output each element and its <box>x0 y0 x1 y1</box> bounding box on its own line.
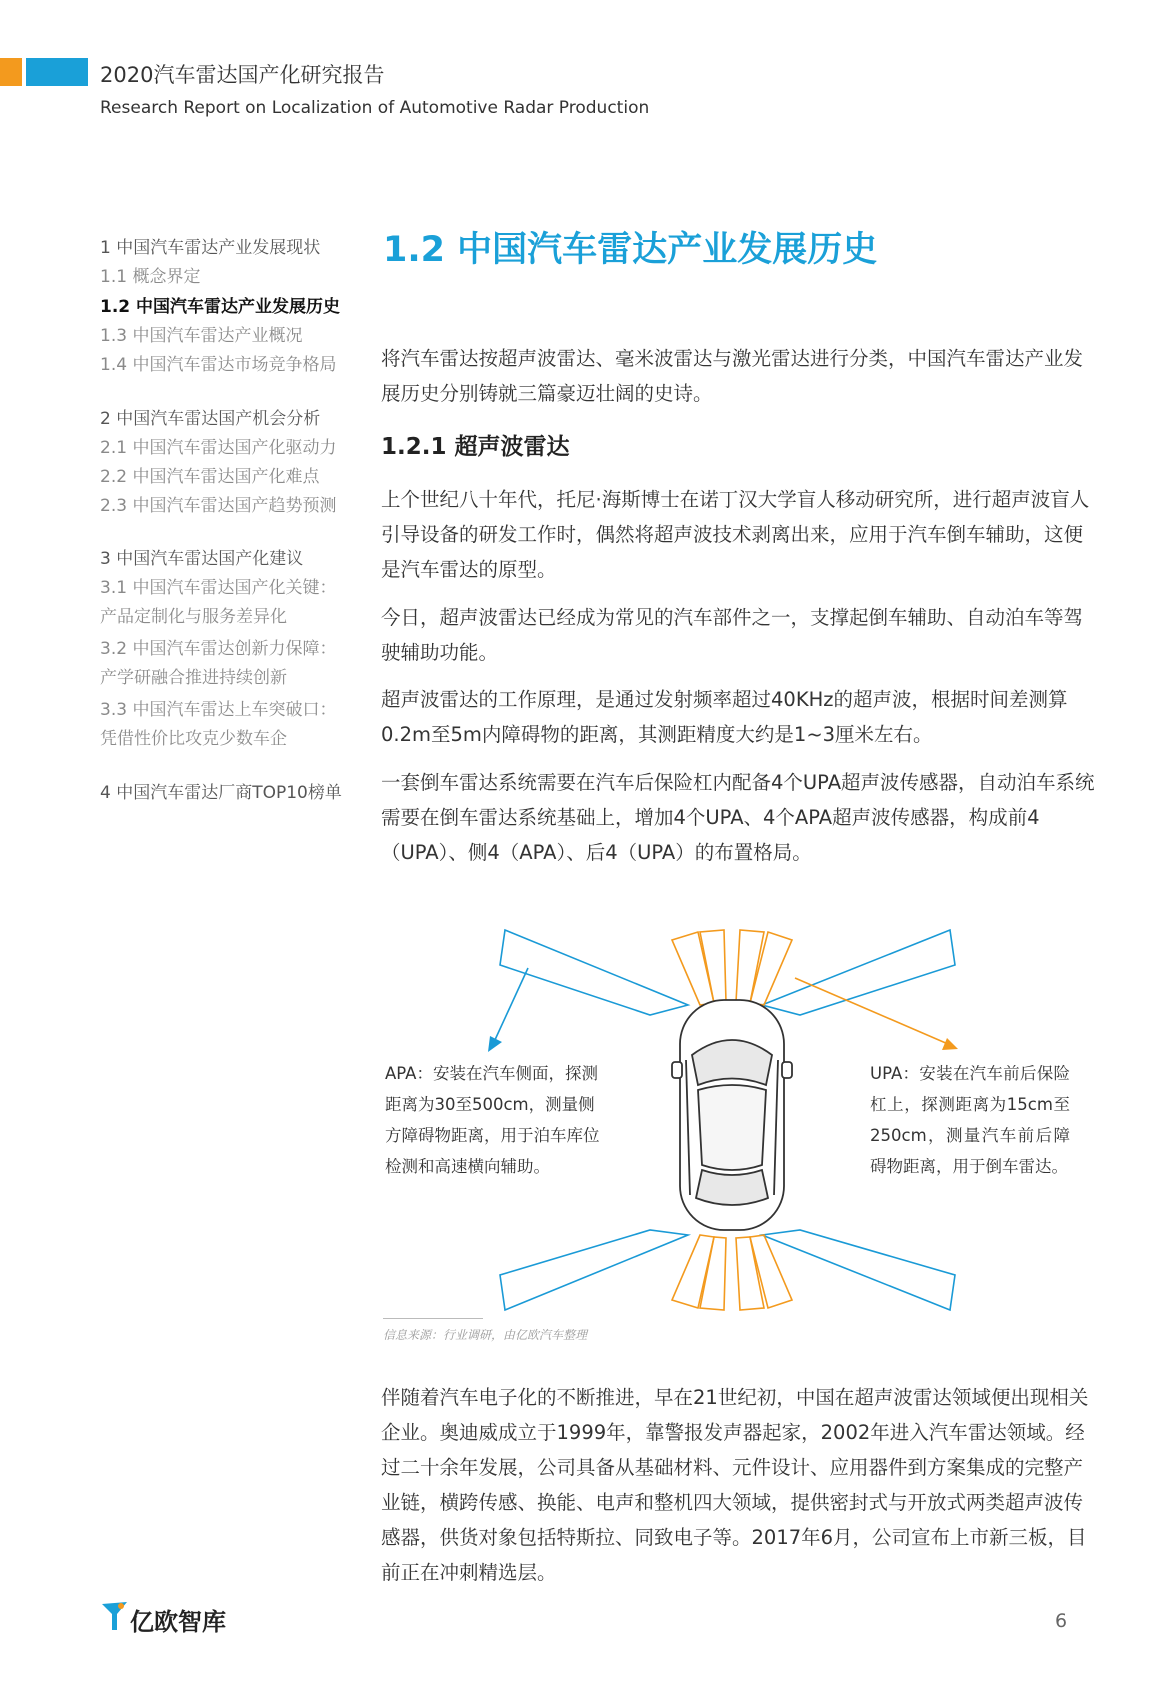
subsection-title: 1.2.1 超声波雷达 <box>381 434 570 460</box>
toc-item[interactable]: 产学研融合推进持续创新 <box>100 668 287 688</box>
closing-paragraph: 伴随着汽车电子化的不断推进，早在21世纪初，中国在超声波雷达领域便出现相关企业。奥迪威成立于1999年，靠警报发声器起家，2002年进入汽车雷达领域。经过二十余年发展，公司具备从基础材料、元件设计、应用器件到方案集成的完整产业链，横跨传感、换能、电声和整机四大领域，提供密封式与开放式两类超声波传感器，供货对象包括特斯拉、同致电子等。2017年6月，公司宣布上市新三板，目前正在冲刺精选层。 <box>381 1386 1089 1584</box>
body-paragraph: 上个世纪八十年代，托尼·海斯博士在诺丁汉大学盲人移动研究所，进行超声波盲人引导设备的研发工作时，偶然将超声波技术剥离出来，应用于汽车倒车辅助，这便是汽车雷达的原型。 <box>381 488 1090 581</box>
apa-beam-rear-left <box>500 1230 688 1310</box>
toc-item[interactable]: 3.1 中国汽车雷达国产化关键： <box>100 578 337 598</box>
source-divider <box>383 1318 483 1319</box>
upa-rear-sector-2 <box>700 1237 726 1310</box>
page-number: 6 <box>1055 1610 1068 1632</box>
figure-source: 信息来源：行业调研，由亿欧汽车整理 <box>383 1328 588 1342</box>
toc-item[interactable]: 1.1 概念界定 <box>100 267 201 287</box>
toc-item[interactable]: 2.1 中国汽车雷达国产化驱动力 <box>100 438 337 458</box>
toc-item[interactable]: 1.3 中国汽车雷达产业概况 <box>100 326 303 346</box>
toc-item[interactable]: 产品定制化与服务差异化 <box>100 607 287 627</box>
apa-caption: APA：安装在汽车侧面，探测距离为30至500cm，测量侧方障碍物距离，用于泊车库位检测和高速横向辅助。 <box>385 1064 600 1176</box>
toc-item[interactable]: 3.2 中国汽车雷达创新力保障： <box>100 639 337 659</box>
toc-item[interactable]: 1.4 中国汽车雷达市场竞争格局 <box>100 355 337 375</box>
body-paragraph: 今日，超声波雷达已经成为常见的汽车部件之一，支撑起倒车辅助、自动泊车等驾驶辅助功能。 <box>381 606 1084 664</box>
toc-item[interactable]: 1 中国汽车雷达产业发展现状 <box>100 238 321 258</box>
apa-beam-front-left <box>500 930 688 1015</box>
toc-item[interactable]: 2 中国汽车雷达国产机会分析 <box>100 409 321 429</box>
toc-item[interactable]: 3 中国汽车雷达国产化建议 <box>100 549 304 569</box>
report-subtitle: Research Report on Localization of Automotive Radar Production <box>100 98 650 118</box>
intro-paragraph: 将汽车雷达按超声波雷达、毫米波雷达与激光雷达进行分类，中国汽车雷达产业发展历史分别铸就三篇豪迈壮阔的史诗。 <box>381 347 1084 405</box>
brand-logo-icon <box>100 1600 128 1632</box>
upa-arrow-head <box>942 1038 958 1050</box>
body-paragraph: 超声波雷达的工作原理，是通过发射频率超过40KHz的超声波，根据时间差测算0.2m至5m内障碍物的距离，其测距精度大约是1~3厘米左右。 <box>381 688 1068 746</box>
car-top-view <box>672 1000 792 1230</box>
upa-front-sector-2 <box>700 930 726 1003</box>
toc-item[interactable]: 3.3 中国汽车雷达上车突破口： <box>100 700 337 720</box>
section-title: 1.2 中国汽车雷达产业发展历史 <box>383 230 878 270</box>
toc-item[interactable]: 2.3 中国汽车雷达国产趋势预测 <box>100 496 337 516</box>
toc-item[interactable]: 凭借性价比攻克少数车企 <box>100 729 287 749</box>
brand-name: 亿欧智库 <box>130 1608 226 1636</box>
report-title: 2020汽车雷达国产化研究报告 <box>100 63 385 87</box>
apa-pointer-line <box>494 968 528 1042</box>
body-paragraph: 一套倒车雷达系统需要在汽车后保险杠内配备4个UPA超声波传感器，自动泊车系统需要在倒车雷达系统基础上，增加4个UPA、4个APA超声波传感器，构成前4（UPA）、侧4（APA）、后4（UPA）的布置格局。 <box>381 771 1095 864</box>
toc-item[interactable]: 2.2 中国汽车雷达国产化难点 <box>100 467 320 487</box>
toc-item-current[interactable]: 1.2 中国汽车雷达产业发展历史 <box>100 297 341 317</box>
upa-pointer-line <box>795 978 948 1044</box>
upa-caption: UPA：安装在汽车前后保险杠上，探测距离为15cm至250cm，测量汽车前后障碍物距离，用于倒车雷达。 <box>870 1064 1070 1176</box>
toc-item[interactable]: 4 中国汽车雷达厂商TOP10榜单 <box>100 783 342 803</box>
